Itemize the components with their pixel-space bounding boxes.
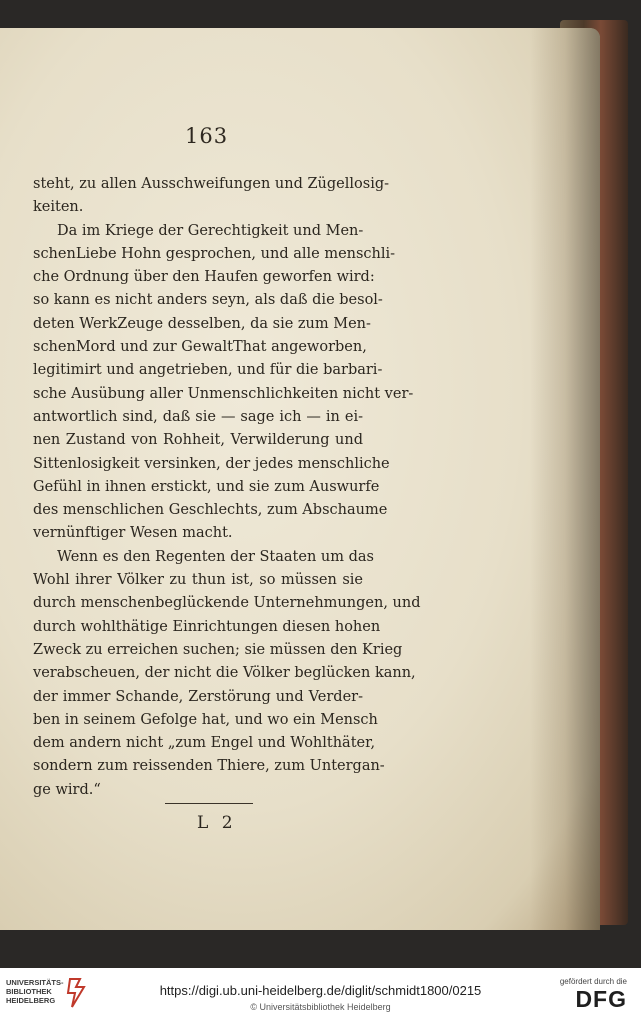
text-line: schenLiebe Hohn gesprochen, und alle menschli- (33, 245, 396, 262)
text-line: sche Ausübung aller Unmenschlichkeiten nicht ver- (33, 385, 414, 402)
text-line: dem andern nicht „zum Engel und Wohlthäter, (33, 735, 376, 752)
text-line: ben in seinem Gefolge hat, und wo ein Mensch (33, 711, 378, 728)
text-line: legitimirt und angetrieben, und für die barbari- (33, 362, 383, 379)
text-line: Wohl ihrer Völker zu thun ist, so müssen sie (33, 572, 363, 589)
permalink-url[interactable]: https://digi.ub.uni-heidelberg.de/diglit/schmidt1800/0215 (159, 983, 482, 998)
text-line: so kann es nicht anders seyn, als daß die besol- (33, 292, 383, 309)
footer-rule (165, 803, 253, 804)
text-line: deten WerkZeuge desselben, da sie zum Men- (33, 315, 371, 332)
text-line: der immer Schande, Zerstörung und Verder- (33, 688, 363, 705)
dfg-logo: DFG (575, 986, 627, 1012)
page-number: 163 (185, 124, 229, 148)
book-page (0, 28, 600, 930)
text-line: steht, zu allen Ausschweifungen und Zügellosig- (33, 176, 390, 192)
text-line: Zweck zu erreichen suchen; sie müssen den Krieg (33, 641, 403, 658)
text-line: ge wird.“ (33, 781, 101, 798)
text-line: verabscheuen, der nicht die Völker beglücken kann, (33, 665, 416, 682)
text-line: Sittenlosigkeit versinken, der jedes menschliche (33, 455, 390, 472)
text-line: nen Zustand von Rohheit, Verwilderung und (33, 432, 363, 449)
viewer-footer (0, 968, 641, 1019)
text-line: durch wohlthätige Einrichtungen diesen hohen (33, 618, 381, 635)
text-line: antwortlich sind, daß sie — sage ich — in ei- (33, 408, 363, 425)
copyright-notice: © Universitätsbibliothek Heidelberg (250, 1002, 391, 1012)
text-line: che Ordnung über den Haufen geworfen wird: (33, 269, 375, 286)
text-line: durch menschenbeglückende Unternehmungen, und (33, 595, 421, 612)
text-line: des menschlichen Geschlechts, zum Abschaume (33, 502, 388, 519)
text-line: sondern zum reissenden Thiere, zum Untergan- (33, 758, 385, 775)
logo-line: HEIDELBERG (6, 996, 56, 1005)
printer-signature: L 2 (197, 813, 237, 833)
text-line: vernünftiger Wesen macht. (33, 525, 233, 542)
text-line: keiten. (33, 199, 84, 216)
text-line: Gefühl in ihnen erstickt, und sie zum Auswurfe (33, 478, 380, 495)
funder-label: gefördert durch die (559, 977, 627, 986)
page-text (33, 173, 421, 802)
text-line: Da im Kriege der Gerechtigkeit und Men- (57, 222, 364, 239)
logo-line: UNIVERSITÄTS- (6, 978, 64, 987)
text-line: Wenn es den Regenten der Staaten um das (57, 548, 374, 565)
logo-line: BIBLIOTHEK (6, 987, 52, 996)
text-line: schenMord und zur GewaltThat angeworben, (33, 339, 367, 356)
